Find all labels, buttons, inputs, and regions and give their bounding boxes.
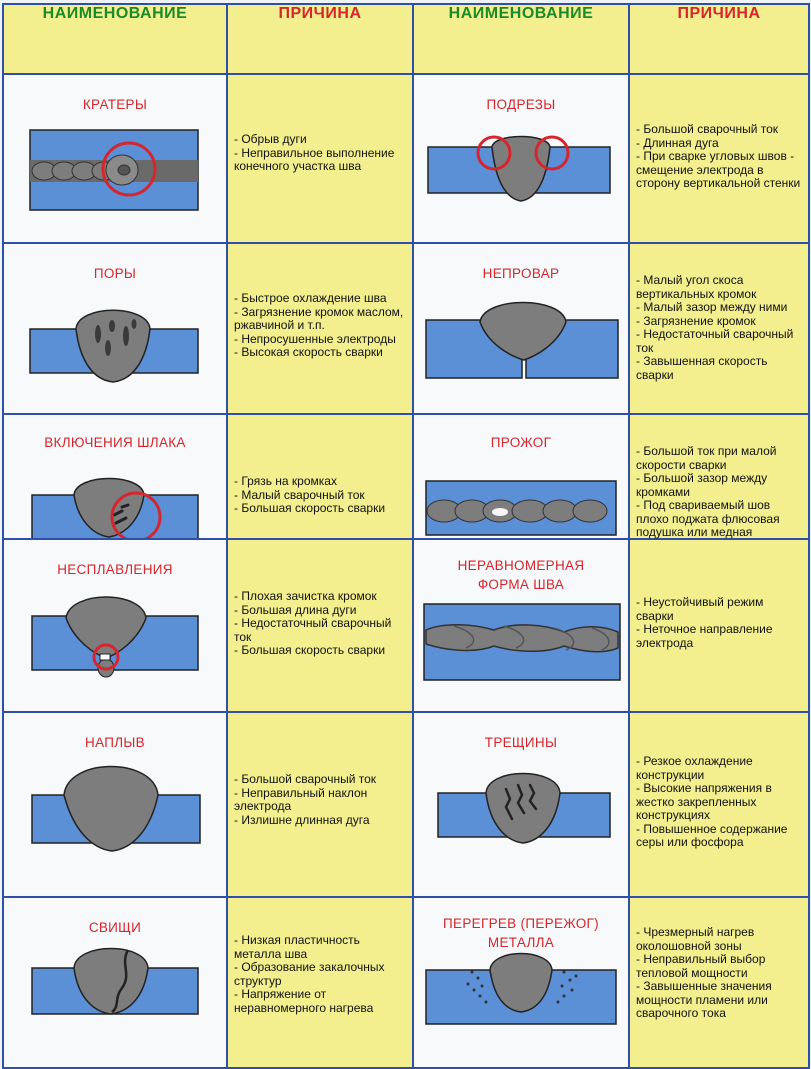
cause-cell xyxy=(227,539,413,712)
undercut-weld-icon xyxy=(414,75,628,242)
pores-weld-icon xyxy=(4,244,226,413)
list-item: - Завышенные значения мощности пламени или сварочного тока xyxy=(636,980,802,1021)
cause-list xyxy=(228,133,412,174)
list-item: - Неточное направление электрода xyxy=(636,623,802,650)
header-row xyxy=(3,4,809,74)
lack-of-fusion-icon xyxy=(4,540,226,711)
list-item: - Быстрое охлаждение шва xyxy=(234,292,406,306)
list-item: - Высокие напряжения в жестко закрепленных конструкциях xyxy=(636,782,802,823)
table-row xyxy=(3,897,809,1068)
list-item: - Напряжение от неравномерного нагрева xyxy=(234,988,406,1015)
cause-list xyxy=(228,773,412,827)
list-item: - Неправильный выбор тепловой мощности xyxy=(636,953,802,980)
list-item: - Большая скорость сварки xyxy=(234,644,406,658)
list-item: - Неправильное выполнение конечного участка шва xyxy=(234,147,406,174)
defect-cell xyxy=(3,712,227,897)
cause-cell xyxy=(629,712,809,897)
list-item: - Излишне длинная дуга xyxy=(234,814,406,828)
cause-list xyxy=(630,926,808,1021)
overlap-weld-icon xyxy=(4,713,226,896)
list-item: - Чрезмерный нагрев околошовной зоны xyxy=(636,926,802,953)
list-item: - Недостаточный сварочный ток xyxy=(234,617,406,644)
table-row xyxy=(3,712,809,897)
defect-title: НАПЛЫВ xyxy=(85,735,145,750)
list-item: - Обрыв дуги xyxy=(234,133,406,147)
cause-list xyxy=(228,292,412,360)
defect-cell xyxy=(3,414,227,539)
list-item: - Неустойчивый режим сварки xyxy=(636,596,802,623)
defect-title-text: НЕРАВНОМЕРНАЯ ФОРМА ШВА xyxy=(457,558,585,592)
defect-title: ТРЕЩИНЫ xyxy=(484,735,558,750)
defect-title: ПОРЫ xyxy=(93,266,137,281)
defect-cell xyxy=(3,539,227,712)
list-item: - Грязь на кромках xyxy=(234,475,406,489)
list-item: - Большой ток при малой скорости сварки xyxy=(636,445,802,472)
cause-cell xyxy=(629,539,809,712)
list-item: - Загрязнение кромок маслом, ржавчиной и т.п. xyxy=(234,306,406,333)
defect-title: НЕСПЛАВЛЕНИЯ xyxy=(57,562,173,577)
defect-cell xyxy=(413,414,629,539)
cause-list xyxy=(630,596,808,650)
cause-list xyxy=(630,445,808,540)
cause-list xyxy=(228,590,412,658)
cause-list xyxy=(630,274,808,382)
defect-title: КРАТЕРЫ xyxy=(82,97,148,112)
list-item: - Малый угол скоса вертикальных кромок xyxy=(636,274,802,301)
list-item: - Плохая зачистка кромок xyxy=(234,590,406,604)
cause-cell xyxy=(629,243,809,414)
cause-list xyxy=(630,755,808,850)
list-item: - Высокая скорость сварки xyxy=(234,346,406,360)
list-item: - Большой сварочный ток xyxy=(636,123,802,137)
list-item: - Низкая пластичность металла шва xyxy=(234,934,406,961)
header-cause-1: ПРИЧИНА xyxy=(227,4,413,74)
defect-cell xyxy=(413,243,629,414)
list-item: - Малый сварочный ток xyxy=(234,489,406,503)
cause-list xyxy=(630,123,808,191)
list-item: - Большая скорость сварки xyxy=(234,502,406,516)
defect-cell xyxy=(413,74,629,243)
defect-cell xyxy=(413,897,629,1068)
overheat-weld-icon xyxy=(414,898,628,1067)
defect-cell xyxy=(413,539,629,712)
list-item: - Загрязнение кромок xyxy=(636,315,802,329)
defect-title: ВКЛЮЧЕНИЯ ШЛАКА xyxy=(44,435,186,450)
fistula-weld-icon xyxy=(4,898,226,1067)
list-item: - Повышенное содержание серы или фосфора xyxy=(636,823,802,850)
list-item: - Недостаточный сварочный ток xyxy=(636,328,802,355)
cause-cell xyxy=(629,74,809,243)
list-item: - Завышенная скорость сварки xyxy=(636,355,802,382)
burn-through-icon xyxy=(414,415,628,538)
crater-weld-icon xyxy=(4,75,226,242)
defect-title: СВИЩИ xyxy=(88,920,142,935)
defect-title: НЕПРОВАР xyxy=(482,266,560,281)
cracks-weld-icon xyxy=(414,713,628,896)
table-row xyxy=(3,539,809,712)
defect-cell xyxy=(3,897,227,1068)
list-item: - Большой зазор между кромками xyxy=(636,472,802,499)
cause-list xyxy=(228,475,412,516)
defect-cell xyxy=(3,243,227,414)
weld-defects-table xyxy=(2,3,810,1069)
cause-cell xyxy=(227,243,413,414)
table-row xyxy=(3,243,809,414)
cause-cell xyxy=(227,414,413,539)
list-item: - Большая длина дуги xyxy=(234,604,406,618)
uneven-weld-icon xyxy=(414,540,628,711)
header-cause-2: ПРИЧИНА xyxy=(629,4,809,74)
defect-title-text: ПЕРЕГРЕВ (ПЕРЕЖОГ) МЕТАЛЛА xyxy=(443,916,599,950)
list-item: - Неправильный наклон электрода xyxy=(234,787,406,814)
table-row xyxy=(3,414,809,539)
defect-cell xyxy=(413,712,629,897)
lack-of-penetration-icon xyxy=(414,244,628,413)
defect-title: ПОДРЕЗЫ xyxy=(486,97,556,112)
slag-inclusion-icon xyxy=(4,415,226,538)
list-item: - При сварке угловых швов - смещение электрода в сторону вертикальной стенки xyxy=(636,150,802,191)
cause-cell xyxy=(629,414,809,539)
list-item: - Малый зазор между ними xyxy=(636,301,802,315)
list-item: - Длинная дуга xyxy=(636,137,802,151)
list-item: - Под свариваемый шов плохо поджата флюсовая подушка или медная xyxy=(636,499,802,540)
list-item: - Непросушенные электроды xyxy=(234,333,406,347)
defect-title: ПРОЖОГ xyxy=(490,435,552,450)
cause-cell xyxy=(629,897,809,1068)
cause-cell xyxy=(227,712,413,897)
cause-cell xyxy=(227,897,413,1068)
cause-cell xyxy=(227,74,413,243)
header-name-1: НАИМЕНОВАНИЕ xyxy=(3,4,227,74)
cause-list xyxy=(228,934,412,1015)
table-row xyxy=(3,74,809,243)
defect-cell xyxy=(3,74,227,243)
list-item: - Образование закалочных структур xyxy=(234,961,406,988)
list-item: - Резкое охлаждение конструкции xyxy=(636,755,802,782)
list-item: - Большой сварочный ток xyxy=(234,773,406,787)
header-name-2: НАИМЕНОВАНИЕ xyxy=(413,4,629,74)
